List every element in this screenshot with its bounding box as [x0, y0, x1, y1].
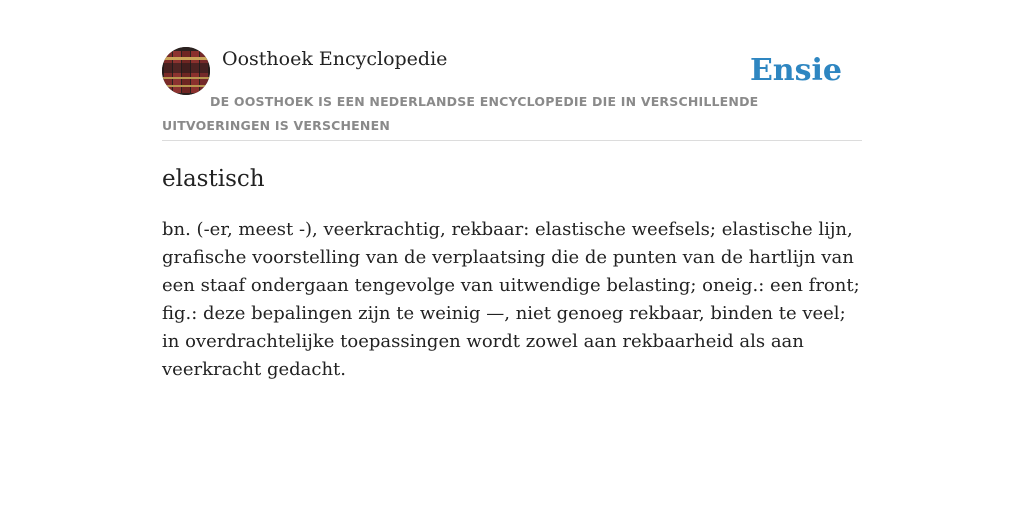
site-tagline: DE OOSTHOEK IS EEN NEDERLANDSE ENCYCLOPEDIE DIE IN VERSCHILLENDE UITVOERINGEN IS VERSCHENEN — [162, 94, 759, 133]
header — [162, 46, 862, 141]
encyclopedia-books-icon[interactable] — [162, 47, 210, 95]
site-title[interactable]: Oosthoek Encyclopedie — [222, 48, 448, 70]
brand-logo-link[interactable]: Ensie — [749, 53, 842, 88]
entry-body: bn. (-er, meest -), veerkrachtig, rekbaar: elastische weefsels; elastische lijn, grafische voorstelling van de verplaatsing die de punten van de hartlijn van een staaf ondergaan tengevolge van uitwendige belasting; oneig.: een front; fig.: deze bepalingen zijn te weinig —, niet genoeg rekbaar, binden te veel; in overdrachtelijke toepassingen wordt zowel aan rekbaarheid als aan veerkracht gedacht. — [162, 219, 860, 380]
entry-title: elastisch — [162, 166, 265, 192]
